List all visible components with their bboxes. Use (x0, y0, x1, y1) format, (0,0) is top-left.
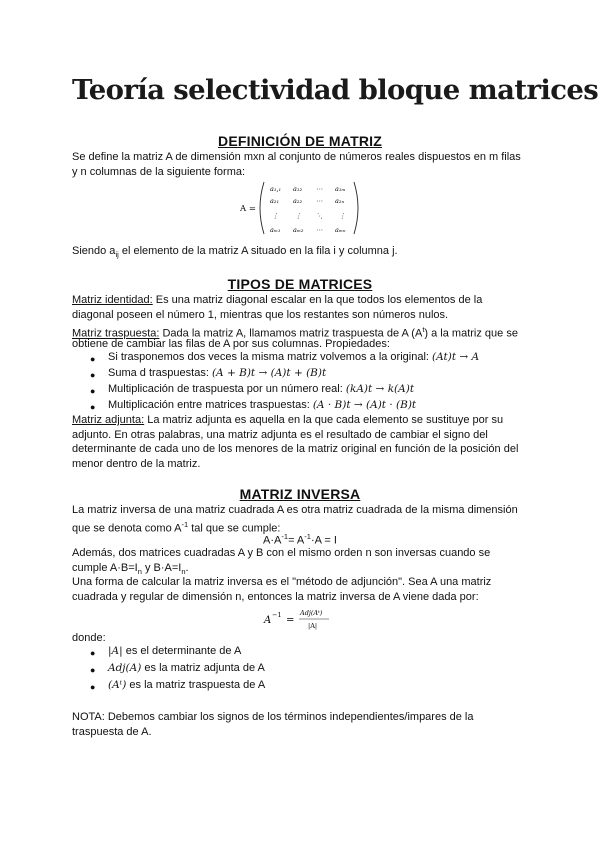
formula-numerator: Adj(Aᵗ) (300, 609, 323, 617)
matrix-cell: ⋯ (316, 197, 323, 205)
paragraph-line: obtiene de cambiar las filas de A por sus columnas. Propiedades: (72, 338, 390, 350)
paragraph-line: cuadrada y regular de dimensión n, entonces la matriz inversa de A viene dada por: (72, 591, 479, 603)
section-heading-tipos: TIPOS DE MATRICES (227, 276, 373, 292)
matrix-cell: aₘ₁ (270, 226, 281, 234)
list-item: Multiplicación de traspuesta por un número real: (kA)t → k(A)t (108, 383, 415, 395)
paragraph-line: Matriz traspuesta: Dada la matriz A, llamamos matriz traspuesta de A $(A^t)$ a la matriz que se (72, 325, 518, 340)
paragraph-line: La matriz inversa de una matriz cuadrada A es otra matriz cuadrada de la misma dimensión (72, 504, 518, 516)
paragraph-line: cumple $A\cdot B=I_n$ y $B\cdot A=I_n$. (72, 562, 189, 577)
right-bracket (354, 182, 358, 234)
matrix-cell: aₘ₂ (293, 226, 304, 234)
paragraph-line: determinante de cada uno de los menores de la matriz original en función de la posición del (72, 443, 519, 455)
bullet-icon: ● (90, 648, 96, 658)
matrix-lhs: A = (240, 204, 256, 214)
paragraph-line: y n columnas de la siguiente forma: (72, 166, 246, 178)
matrix-cell: ⋮ (272, 212, 279, 220)
formula-equals: = (286, 615, 295, 626)
document-title: Teoría selectividad bloque matrices (72, 74, 599, 106)
bullet-icon: ● (90, 402, 96, 412)
matrix-cell: aₘₙ (335, 226, 346, 234)
formula-exponent: −1 (272, 611, 282, 619)
matrix-cell: ⋮ (295, 212, 302, 220)
matrix-cell: a₁ₘ (335, 185, 346, 193)
list-item: Si trasponemos dos veces la misma matriz volvemos a la original: (At)t → A (108, 351, 480, 363)
paragraph-line: menor dentro de la matriz. (72, 458, 201, 470)
bullet-icon: ● (90, 354, 96, 364)
list-item: (Aᵗ) es la matriz traspuesta de A (108, 679, 266, 691)
formula-denominator: |A| (308, 622, 318, 630)
term-label: Matriz identidad: (72, 294, 153, 306)
paragraph-line: diagonal poseen el número 1, mientras que los restantes son números nulos. (72, 309, 449, 321)
matrix-cell: ⋯ (316, 226, 323, 234)
matrix-cell: a₁₂ (293, 185, 303, 193)
inverse-formula (262, 604, 342, 632)
bullet-icon: ● (90, 386, 96, 396)
equation-inverse: $A\cdot A^{-1}= A^{-1}\cdot A = I$ (263, 532, 337, 547)
list-item: Adj(A) es la matriz adjunta de A (108, 662, 265, 674)
bullet-icon: ● (90, 682, 96, 692)
paragraph-line: Además, dos matrices cuadradas A y B con el mismo orden n son inversas cuando se (72, 547, 491, 559)
list-item: Multiplicación entre matrices traspuestas: (A · B)t → (A)t · (B)t (108, 399, 417, 411)
term-label: Matriz traspuesta: (72, 327, 160, 340)
formula-lhs: A (264, 615, 272, 626)
note-line: traspuesta de A. (72, 726, 152, 738)
paragraph-line: donde: (72, 632, 106, 644)
paragraph-line: Siendo $a_{ij}$ el elemento de la matriz A situado en la fila i y columna j. (72, 245, 398, 260)
matrix-figure (236, 178, 366, 238)
bullet-icon: ● (90, 665, 96, 675)
list-item: Suma d traspuestas: (A + B)t → (A)t + (B)t (108, 367, 327, 379)
matrix-cell: a₂₂ (293, 197, 303, 205)
note-line: NOTA: Debemos cambiar los signos de los términos independientes/impares de la (72, 711, 474, 723)
paragraph-line: Matriz adjunta: La matriz adjunta es aquella en la que cada elemento se sustituye por su (72, 414, 504, 426)
bullet-icon: ● (90, 370, 96, 380)
matrix-cell: ⋯ (316, 185, 323, 193)
matrix-cell: ⋱ (316, 212, 323, 220)
list-item: |A| es el determinante de A (108, 645, 242, 657)
matrix-cell: a₁,₁ (270, 185, 282, 193)
paragraph-line: Se define la matriz A de dimensión mxn al conjunto de números reales dispuestos en m filas (72, 151, 521, 163)
matrix-cell: a₂ₙ (335, 197, 345, 205)
paragraph-line: que se denota como $A^{-1}$ tal que se cumple: (72, 520, 281, 535)
section-heading-definicion: DEFINICIÓN DE MATRIZ (218, 133, 382, 149)
term-label: Matriz adjunta: (72, 414, 145, 426)
matrix-cell: a₂₁ (270, 197, 280, 205)
paragraph-line: Matriz identidad: Es una matriz diagonal escalar en la que todos los elementos de la (72, 294, 483, 306)
paragraph-line: Una forma de calcular la matriz inversa es el "método de adjunción". Sea A una matriz (72, 576, 492, 588)
paragraph-line: adjunto. En otras palabras, una matriz adjunta es el resultado de cambiar el signo del (72, 429, 488, 441)
matrix-cell: ⋮ (339, 212, 346, 220)
left-bracket (260, 182, 264, 234)
section-heading-inversa: MATRIZ INVERSA (239, 486, 361, 502)
